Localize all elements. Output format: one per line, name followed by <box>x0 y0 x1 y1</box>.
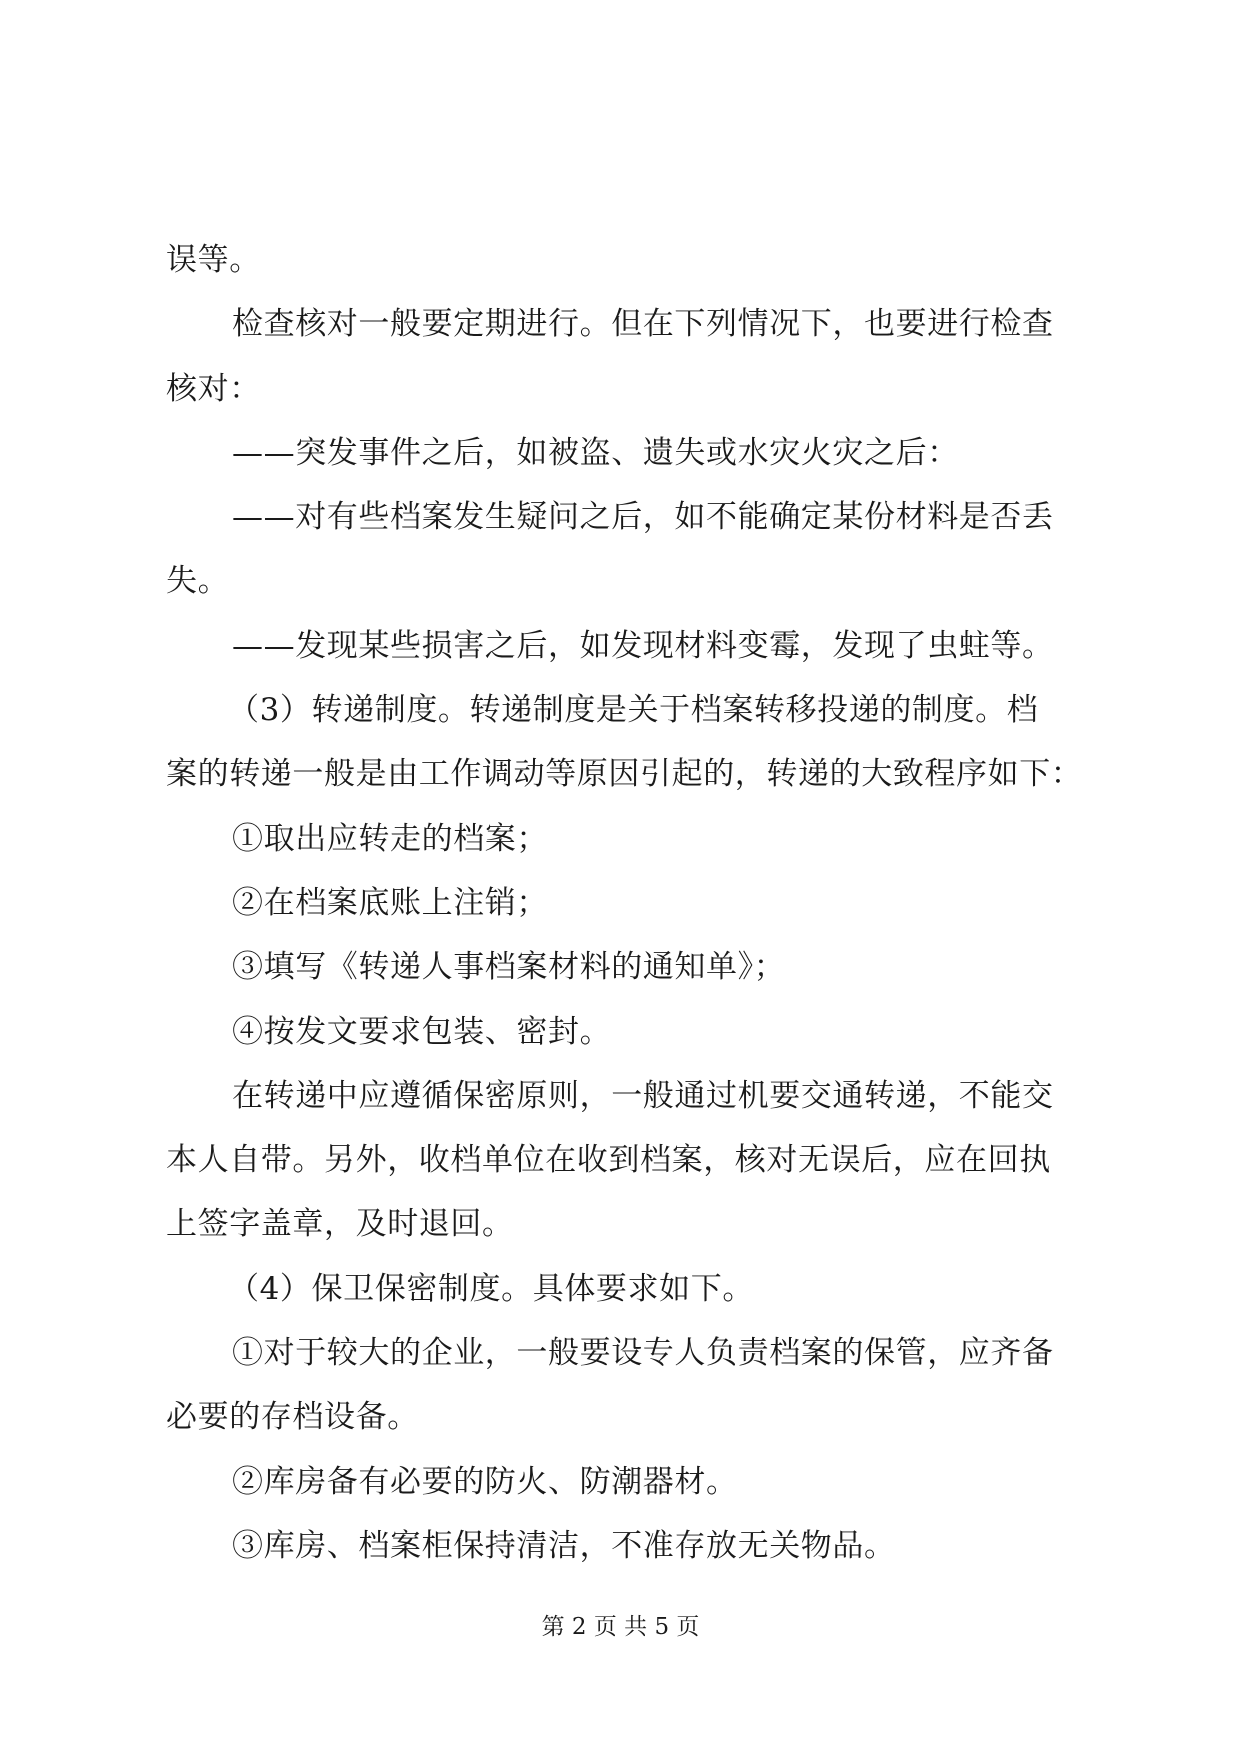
section-heading-line: （4）保卫保密制度。具体要求如下。 <box>228 1270 754 1307</box>
text-line: 必要的存档设备。 <box>166 1399 419 1436</box>
list-item: ③填写《转递人事档案材料的通知单》； <box>232 949 786 986</box>
text-line: 上签字盖章，及时退回。 <box>166 1206 514 1243</box>
list-item: ④按发文要求包装、密封。 <box>232 1013 612 1050</box>
page-footer: 第 2 页 共 5 页 <box>541 1614 700 1640</box>
text-line: 核对： <box>166 370 261 407</box>
list-item: ①对于较大的企业，一般要设专人负责档案的保管，应齐备 <box>232 1335 1054 1372</box>
list-item: ①取出应转走的档案； <box>232 820 548 857</box>
text-line: 失。 <box>166 563 230 600</box>
list-item: ——发现某些损害之后，如发现材料变霉，发现了虫蛀等。 <box>232 627 1054 664</box>
list-item: ②库房备有必要的防火、防潮器材。 <box>232 1463 738 1500</box>
text-line: 误等。 <box>166 242 261 278</box>
text-line: 本人自带。另外，收档单位在收到档案，核对无误后，应在回执 <box>166 1142 1051 1179</box>
list-item: ②在档案底账上注销； <box>232 884 548 921</box>
list-item: ③库房、档案柜保持清洁，不准存放无关物品。 <box>232 1527 896 1564</box>
section-heading-line: （3）转递制度。转递制度是关于档案转移投递的制度。档 <box>228 692 1039 729</box>
list-item: ——突发事件之后，如被盗、遗失或水灾火灾之后： <box>232 434 959 471</box>
page-body <box>166 228 1086 1578</box>
paragraph-line: 检查核对一般要定期进行。但在下列情况下，也要进行检查 <box>232 306 1054 343</box>
text-line: 案的转递一般是由工作调动等原因引起的，转递的大致程序如下： <box>166 756 1083 793</box>
paragraph-line: 在转递中应遵循保密原则，一般通过机要交通转递，不能交 <box>232 1077 1054 1114</box>
list-item: ——对有些档案发生疑问之后，如不能确定某份材料是否丢 <box>232 499 1054 536</box>
